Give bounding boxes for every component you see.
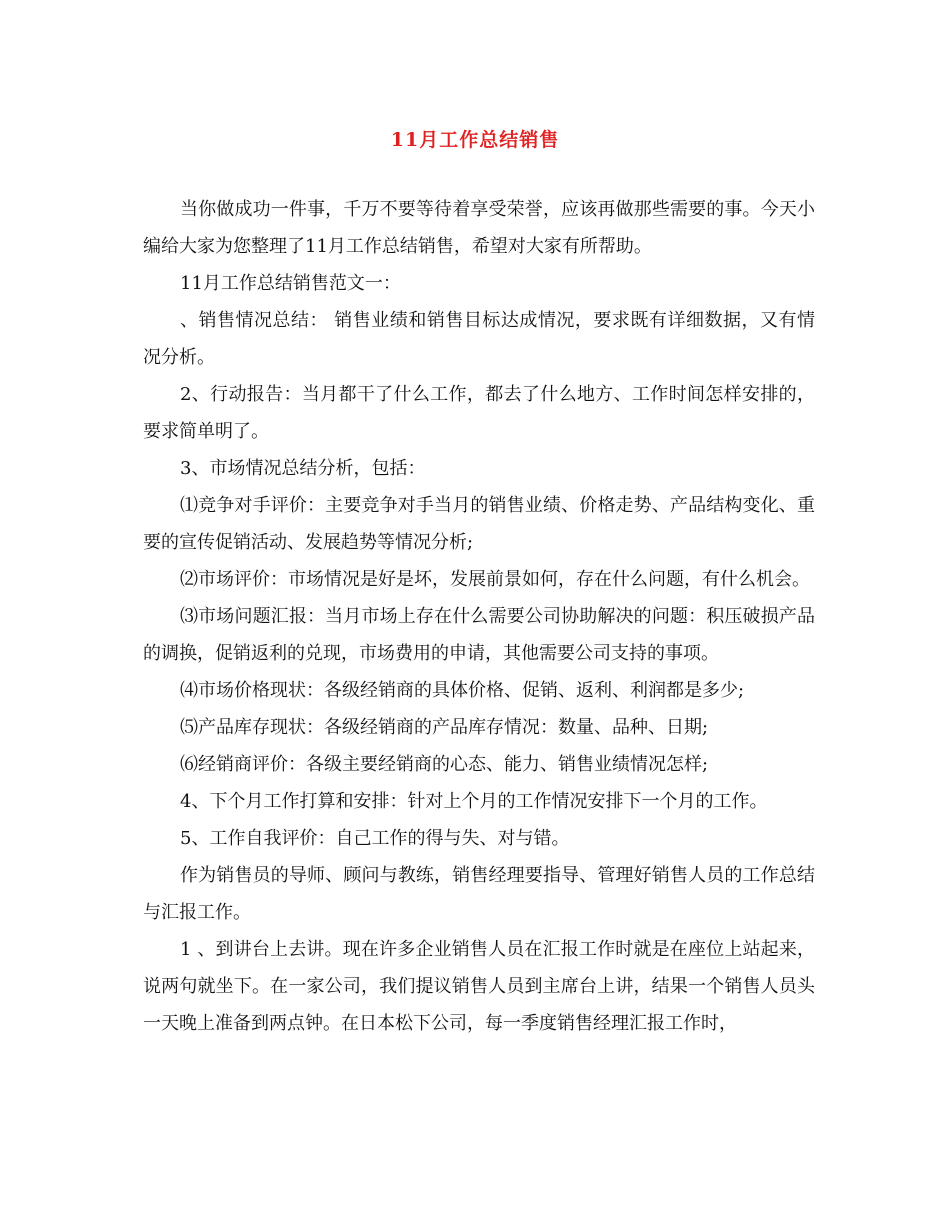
paragraph-market-analysis: 3、市场情况总结分析，包括： [180, 458, 426, 479]
paragraph-podium-report: 1 、到讲台上去讲。现在许多企业销售人员在汇报工作时就是在座位上站起来，说两句就坐下。在一家公司，我们提议销售人员到主席台上讲，结果一个销售人员头一天晚上准备到两点钟。在日本松下公司，每一季度销售经理汇报工作时， [143, 939, 815, 1034]
paragraph-manager-role: 作为销售员的导师、顾问与教练，销售经理要指导、管理好销售人员的工作总结与汇报工作。 [143, 865, 815, 923]
paragraph-intro: 当你做成功一件事，千万不要等待着享受荣誉，应该再做那些需要的事。今天小编给大家为您整理了11月工作总结销售，希望对大家有所帮助。 [143, 199, 815, 257]
paragraph-action-report: 2、行动报告：当月都干了什么工作，都去了什么地方、工作时间怎样安排的，要求简单明了。 [143, 384, 815, 442]
paragraph-market-review: ⑵市场评价：市场情况是好是坏，发展前景如何，存在什么问题，有什么机会。 [180, 569, 810, 590]
paragraph-dealer-review: ⑹经销商评价：各级主要经销商的心态、能力、销售业绩情况怎样; [180, 754, 709, 775]
paragraph-next-month-plan: 4、下个月工作打算和安排：针对上个月的工作情况安排下一个月的工作。 [180, 791, 768, 812]
paragraph-competitor-review: ⑴竞争对手评价：主要竞争对手当月的销售业绩、价格走势、产品结构变化、重要的宣传促销活动、发展趋势等情况分析; [143, 495, 815, 553]
paragraph-sales-summary: 、销售情况总结： 销售业绩和销售目标达成情况，要求既有详细数据，又有情况分析。 [143, 310, 815, 368]
paragraph-sample-heading: 11月工作总结销售范文一： [180, 273, 401, 294]
document-title: 11月工作总结销售 [390, 129, 560, 151]
paragraph-self-evaluation: 5、工作自我评价：自己工作的得与失、对与错。 [180, 828, 570, 849]
paragraph-market-issues: ⑶市场问题汇报：当月市场上存在什么需要公司协助解决的问题：积压破损产品的调换，促销返利的兑现，市场费用的申请，其他需要公司支持的事项。 [143, 606, 815, 664]
paragraph-inventory: ⑸产品库存现状：各级经销商的产品库存情况：数量、品种、日期; [180, 717, 709, 738]
paragraph-market-prices: ⑷市场价格现状：各级经销商的具体价格、促销、返利、利润都是多少; [180, 680, 745, 701]
document-body [143, 191, 815, 1042]
